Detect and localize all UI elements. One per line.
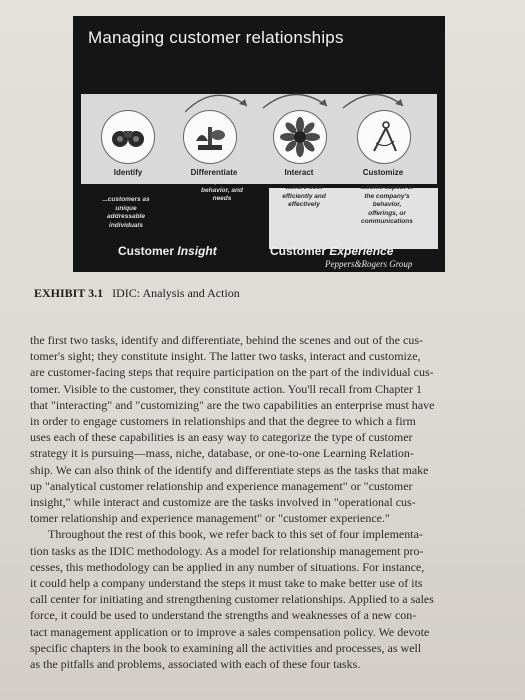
text-line: specific chapters in the book to examining all the activities and processes, as well <box>30 640 422 655</box>
text-line: tomer relationship and experience management" or "customer experience." <box>30 511 390 526</box>
flower-icon <box>273 110 327 164</box>
compass-icon <box>357 110 411 164</box>
text-line: up "analytical customer relationship and experience management" or "customer <box>30 478 413 493</box>
customer-experience-label: Customer Experience <box>270 244 394 258</box>
text-line: the first two tasks, identify and differentiate, behind the scenes and out of the cus- <box>30 333 423 347</box>
text-line: tomer's sight; they constitute insight. The latter two tasks, interact and customize, <box>30 349 421 364</box>
text-line: tact management application or to improve a sales compensation policy. We devote <box>30 624 430 639</box>
step-desc-identify: ...customers as unique addressable individuals <box>102 196 150 229</box>
brand-credit: Peppers&Rogers Group <box>325 259 413 269</box>
step-label-identify: Identify <box>113 168 143 177</box>
text-line: are customer-facing steps that require participation on the part of the individual cus- <box>30 365 434 380</box>
exhibit-title: Managing customer relationships <box>88 28 344 47</box>
text-line: ship. We can also think of the identify and differentiate steps as the tasks that make <box>30 462 429 477</box>
step-label-customize: Customize <box>362 168 404 177</box>
step-desc-customize: ...some aspect of the company's behavior, offerings, or communications <box>360 184 414 225</box>
step-label-differentiate: Differentiate <box>190 168 238 177</box>
scale-icon <box>183 110 237 164</box>
text-line: cesses, this methodology can be applied in any number of situations. For instance, <box>30 559 425 574</box>
text-line: call center for initiating and strengthening customer relationships. Applied to a sales <box>30 592 434 607</box>
text-line: it could help a company understand the steps it must take to make better use of its <box>30 576 423 591</box>
text-line: tion tasks as the IDIC methodology. As a model for relationship management pro- <box>30 543 424 558</box>
text-line: tomer. Visible to the customer, they constitute action. You'll recall from Chapter 1 <box>30 381 422 396</box>
exhibit-caption-text: IDIC: Analysis and Action <box>112 286 240 300</box>
text-line: in order to engage customers in relationships and that the degree to which a firm <box>30 414 416 429</box>
text-line: uses each of these capabilities is an easy way to categorize the type of customer <box>30 430 413 445</box>
idic-exhibit-figure <box>73 16 445 272</box>
exhibit-number: EXHIBIT 3.1 <box>34 286 104 300</box>
body-text <box>30 332 505 672</box>
exhibit-caption <box>34 286 240 301</box>
text-line: Throughout the rest of this book, we refer back to this set of four implementa- <box>48 527 423 542</box>
step-label-interact: Interact <box>284 168 314 177</box>
step-desc-interact: ...more cost efficiently and effectively <box>282 184 326 208</box>
customer-insight-label: Customer Insight <box>118 244 217 258</box>
text-line: strategy it is pursuing—mass, niche, database, or one-to-one Learning Relation- <box>30 446 414 461</box>
text-line: that "interacting" and "customizing" are the two capabilities an enterprise must have <box>30 397 435 412</box>
step-desc-differentiate: ...by value, behavior, and needs <box>201 178 243 202</box>
text-line: insight," while interact and customize are the tasks involved in "operational cus- <box>30 495 416 510</box>
text-line: force, it could be used to understand the strengths and weaknesses of a new con- <box>30 608 417 623</box>
text-line: as the pitfalls and problems, associated with each of these four tasks. <box>30 657 361 672</box>
binoculars-icon <box>101 110 155 164</box>
